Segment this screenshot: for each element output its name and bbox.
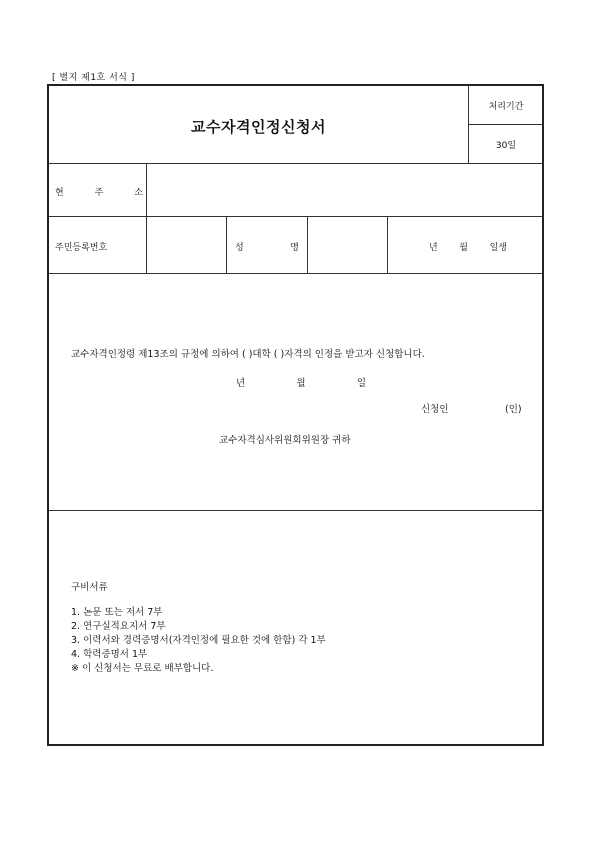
processing-period-value: 30일: [495, 141, 517, 151]
resident-number-field[interactable]: [147, 217, 226, 273]
form-title: 교수자격인정신청서: [191, 118, 326, 136]
document-item: 1. 논문 또는 저서 7부: [71, 607, 163, 618]
address-label: 현 주 소: [55, 188, 143, 198]
divider: [49, 510, 542, 511]
applicant-label: 신청인: [421, 404, 449, 415]
seal-mark: (인): [505, 404, 522, 415]
document-item: 3. 이력서와 경력증명서(자격인정에 필요한 것에 한함) 각 1부: [71, 635, 326, 646]
divider: [49, 216, 542, 217]
birth-date-label: 년 월 일생: [429, 243, 507, 253]
name-field[interactable]: [308, 217, 387, 273]
addressee: 교수자격심사위원회위원장 귀하: [219, 435, 351, 446]
form-number-label: [ 별지 제1호 서식 ]: [52, 73, 135, 83]
application-statement: 교수자격인정령 제13조의 규정에 의하여 ( )대학 ( )자격의 인정을 받고자 신청합니다.: [71, 349, 425, 360]
divider: [468, 86, 469, 163]
processing-period-label: 처리기간: [488, 102, 524, 112]
divider: [387, 216, 388, 273]
name-label: 성 명: [235, 243, 299, 253]
documents-heading: 구비서류: [71, 582, 108, 593]
document-item: 2. 연구실적요지서 7부: [71, 621, 166, 632]
date-line: 년 월 일: [236, 378, 366, 389]
resident-number-label: 주민등록번호: [55, 243, 108, 253]
footnote: ※ 이 신청서는 무료로 배부합니다.: [71, 663, 214, 674]
address-field[interactable]: [147, 164, 544, 216]
divider: [468, 124, 542, 125]
document-item: 4. 학력증명서 1부: [71, 649, 148, 660]
divider: [226, 216, 227, 273]
application-form: [47, 84, 544, 746]
divider: [49, 273, 542, 274]
